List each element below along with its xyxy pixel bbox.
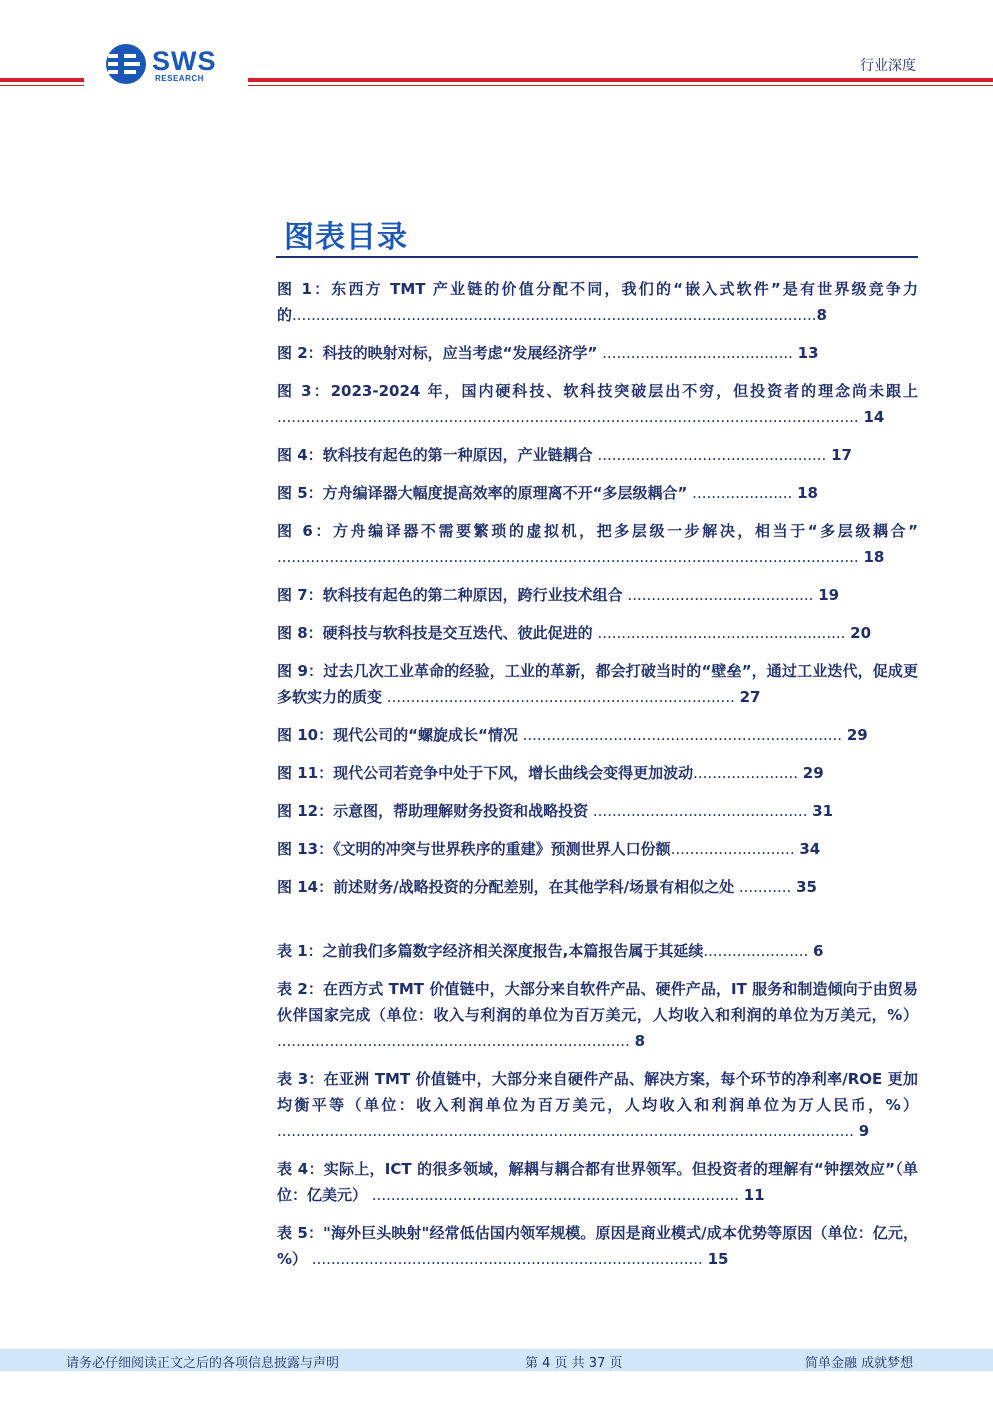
leader-dots: ........................................ — [597, 344, 798, 362]
leader-dots: .................................................................................. — [307, 1250, 708, 1268]
entry-page: 8 — [816, 306, 827, 324]
entry-text: 科技的映射对标，应当考虑“发展经济学” — [322, 344, 598, 362]
leader-dots: ............................................. — [588, 802, 813, 820]
entry-label: 表 5： — [277, 1224, 324, 1242]
footer-disclaimer: 请务必仔细阅读正文之后的各项信息披露与声明 — [66, 1356, 340, 1371]
entry-label: 图 13： — [277, 840, 334, 858]
entry-text: 硬科技与软科技是交互迭代、彼此促进的 — [322, 624, 593, 642]
entry-text: 前述财务/战略投资的分配差别，在其他学科/场景有相似之处 — [333, 878, 735, 896]
entry-text: 之前我们多篇数字经济相关深度报告,本篇报告属于其延续 — [322, 942, 704, 960]
entry-page: 14 — [863, 408, 885, 426]
entry-page: 8 — [634, 1032, 646, 1050]
toc-entry-fig-1[interactable] — [277, 276, 918, 328]
entry-page: 29 — [802, 764, 824, 782]
entry-text: 过去几次工业革命的经验，工业的革新，都会打破当时的“壁垒”，通过工业迭代，促成更多软实力的质变 — [277, 662, 918, 706]
entry-label: 表 3： — [277, 1070, 324, 1088]
entry-page: 15 — [707, 1250, 729, 1268]
leader-dots: .......................................................................................................................... — [277, 408, 864, 426]
entry-text: 在亚洲 TMT 价值链中，大部分来自硬件产品、解决方案，每个环节的净利率/ROE 更加均衡平等（单位：收入利润单位为百万美元，人均收入和利润单位为万人民币，%） — [277, 1070, 918, 1114]
entry-label: 图 6： — [277, 522, 333, 540]
toc-entry-fig-6[interactable] — [277, 518, 918, 570]
entry-text: 示意图，帮助理解财务投资和战略投资 — [333, 802, 589, 820]
toc-entry-fig-11[interactable] — [277, 760, 918, 786]
footer-slogan: 简单金融 成就梦想 — [805, 1356, 914, 1371]
leader-dots: ................................................................... — [517, 726, 847, 744]
entry-page: 17 — [831, 446, 852, 464]
entry-text: 现代公司若竞争中处于下风，增长曲线会变得更加波动 — [333, 764, 694, 782]
toc-list — [277, 276, 918, 1272]
entry-label: 表 2： — [277, 980, 323, 998]
entry-label: 图 1： — [277, 280, 332, 298]
entry-page: 6 — [813, 942, 824, 960]
entry-label: 表 1： — [277, 942, 323, 960]
title-rule — [276, 256, 918, 258]
leader-dots: ...................... — [703, 942, 814, 960]
entry-text: 东西方 TMT 产业链的价值分配不同，我们的“嵌入式软件”是有世界级竞争力的 — [277, 280, 918, 324]
entry-label: 图 7： — [277, 586, 323, 604]
header-rule-right-thin — [248, 85, 993, 86]
entry-label: 图 11： — [277, 764, 334, 782]
leader-dots: ............................................................................. — [367, 1186, 744, 1204]
entry-label: 图 9： — [277, 662, 324, 680]
toc-entry-fig-13[interactable] — [277, 836, 918, 862]
sws-logo — [100, 42, 230, 86]
entry-label: 图 12： — [277, 802, 334, 820]
entry-page: 18 — [863, 548, 885, 566]
toc-entry-fig-9[interactable] — [277, 658, 918, 710]
report-type: 行业深度 — [860, 58, 916, 74]
entry-label: 图 3： — [277, 382, 331, 400]
leader-dots: ....................................... — [622, 586, 819, 604]
entry-label: 图 8： — [277, 624, 323, 642]
toc-entry-table-2[interactable] — [277, 976, 918, 1054]
leader-dots: ......................................................................................................................... — [277, 1122, 859, 1140]
entry-page: 11 — [743, 1186, 765, 1204]
leader-dots: .......................................................................................................................... — [277, 548, 864, 566]
entry-page: 19 — [818, 586, 840, 604]
entry-text: 实际上，ICT 的很多领域，解耦与耦合都有世界领军。但投资者的理解有“钟摆效应”（单位：亿美元） — [277, 1160, 918, 1204]
entry-page: 18 — [797, 484, 818, 502]
entry-page: 13 — [797, 344, 819, 362]
entry-text: 在西方式 TMT 价值链中，大部分来自软件产品、硬件产品，IT 服务和制造倾向于由贸易伙伴国家完成（单位：收入与利润的单位为百万美元，人均收入和利润的单位为万美元，%） — [277, 980, 918, 1024]
header-rule-left-thin — [0, 85, 84, 86]
entry-text: 方舟编译器不需要繁琐的虚拟机，把多层级一步解决，相当于“多层级耦合” — [333, 522, 918, 540]
entry-text: 现代公司的“螺旋成长“情况 — [333, 726, 518, 744]
entry-label: 图 5： — [277, 484, 323, 502]
entry-label: 图 14： — [277, 878, 334, 896]
entry-label: 图 2： — [277, 344, 323, 362]
toc-entry-fig-7[interactable] — [277, 582, 918, 608]
leader-dots: .......................................................................... — [277, 1032, 635, 1050]
toc-entry-fig-4[interactable] — [277, 442, 918, 468]
toc-entry-fig-12[interactable] — [277, 798, 918, 824]
toc-entry-table-4[interactable] — [277, 1156, 918, 1208]
entry-page: 27 — [739, 688, 761, 706]
entry-page: 29 — [846, 726, 868, 744]
toc-entry-fig-3[interactable] — [277, 378, 918, 430]
page-title: 图表目录 — [284, 220, 408, 255]
sws-logo-icon — [102, 42, 150, 86]
entry-label: 图 10： — [277, 726, 334, 744]
leader-dots: .............................................................................................................. — [292, 306, 817, 324]
entry-text: 《文明的冲突与世界秩序的重建》预测世界人口份额 — [333, 840, 671, 858]
entry-text: "海外巨头映射"经常低估国内领军规模。原因是商业模式/成本优势等原因（单位：亿元，%） — [277, 1224, 918, 1268]
toc-entry-fig-8[interactable] — [277, 620, 918, 646]
leader-dots: ......................................................................... — [382, 688, 740, 706]
entry-text: 软科技有起色的第二种原因，跨行业技术组合 — [322, 586, 623, 604]
entry-text: 软科技有起色的第一种原因，产业链耦合 — [322, 446, 593, 464]
leader-dots: .......................... — [670, 840, 800, 858]
leader-dots: ........... — [734, 878, 797, 896]
toc-entry-fig-10[interactable] — [277, 722, 918, 748]
entry-page: 20 — [850, 624, 872, 642]
logo-wordmark: SWS — [152, 46, 217, 76]
toc-entry-fig-14[interactable] — [277, 874, 918, 900]
toc-entry-table-1[interactable] — [277, 938, 918, 964]
leader-dots: ................................................ — [592, 446, 832, 464]
entry-page: 31 — [812, 802, 834, 820]
header-rule-right — [248, 78, 993, 82]
entry-page: 9 — [858, 1122, 870, 1140]
entry-text: 方舟编译器大幅度提高效率的原理离不开“多层级耦合” — [322, 484, 688, 502]
entry-page: 35 — [796, 878, 817, 896]
toc-entry-fig-2[interactable] — [277, 340, 918, 366]
header-rule-left — [0, 78, 84, 82]
leader-dots: ...................... — [693, 764, 803, 782]
leader-dots: .................................................... — [592, 624, 851, 642]
entry-label: 图 4： — [277, 446, 323, 464]
leader-dots: ..................... — [687, 484, 798, 502]
logo-subtext: RESEARCH — [155, 74, 204, 83]
toc-entry-table-3[interactable] — [277, 1066, 918, 1144]
entry-label: 表 4： — [277, 1160, 324, 1178]
entry-page: 34 — [799, 840, 821, 858]
toc-entry-table-5[interactable] — [277, 1220, 918, 1272]
entry-text: 2023-2024 年，国内硬科技、软科技突破层出不穷，但投资者的理念尚未跟上 — [330, 382, 918, 400]
footer-page-info: 第 4 页 共 37 页 — [525, 1356, 623, 1371]
toc-entry-fig-5[interactable] — [277, 480, 918, 506]
